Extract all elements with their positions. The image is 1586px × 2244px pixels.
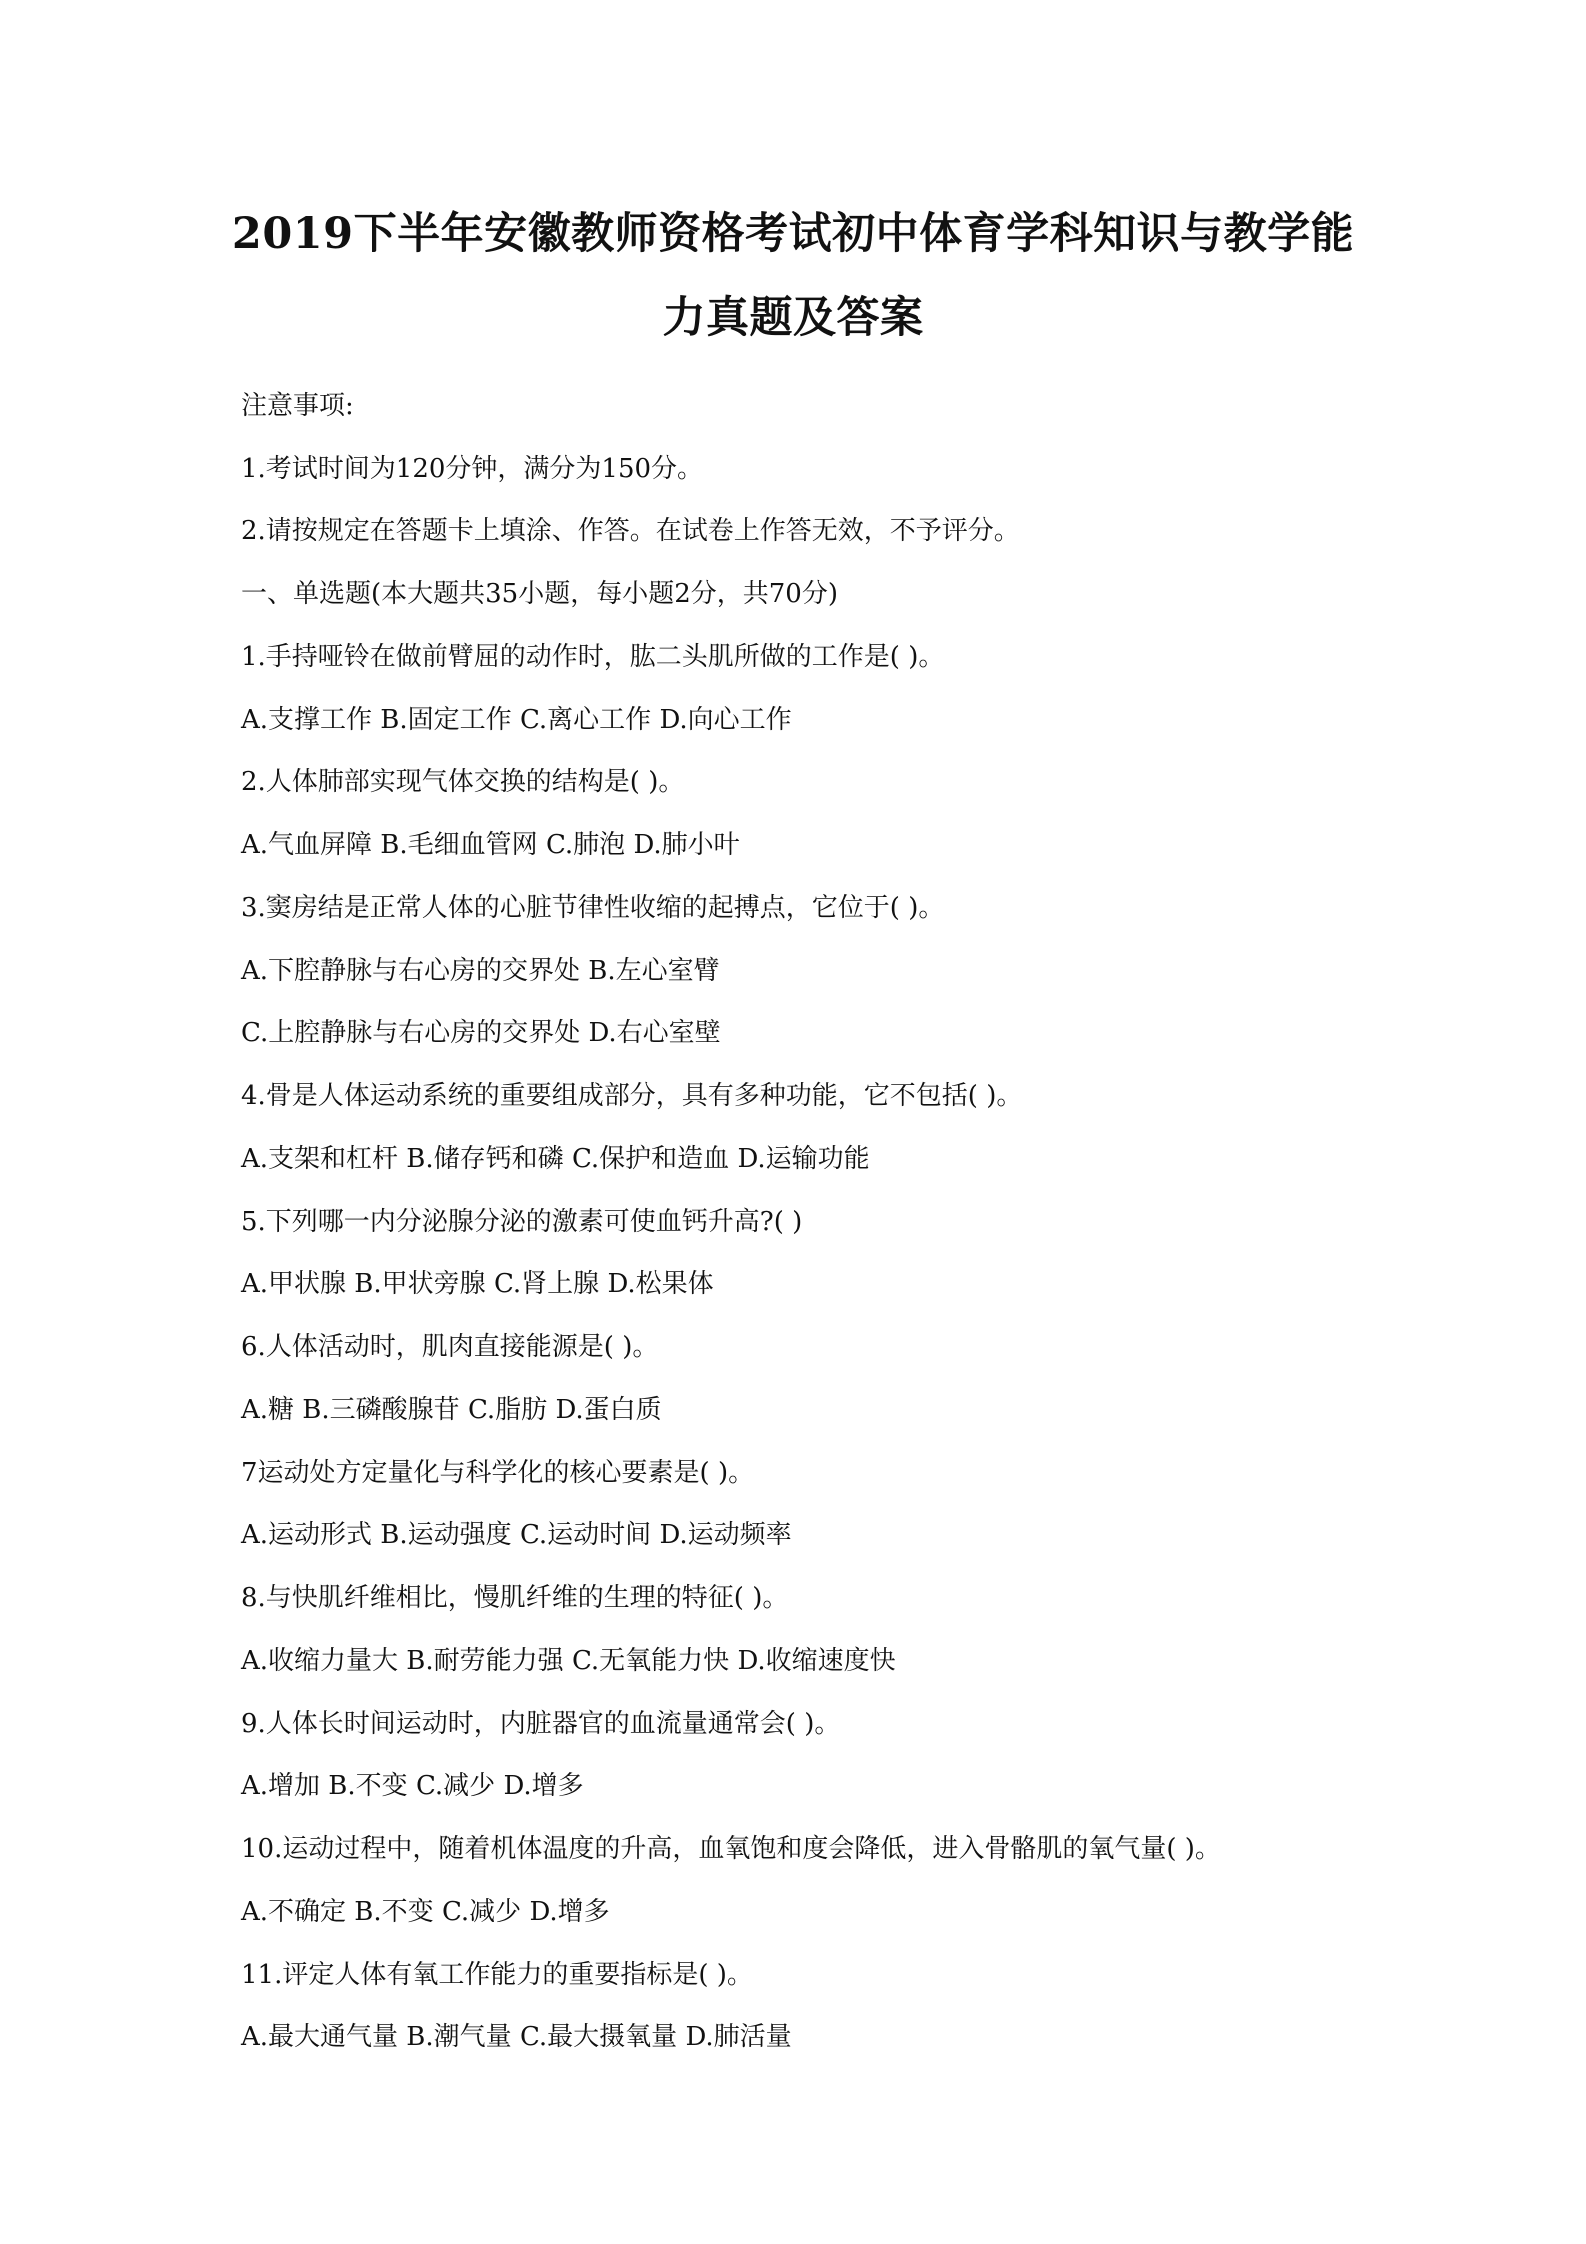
notice-item: 2.请按规定在答题卡上填涂、作答。在试卷上作答无效，不予评分。 — [241, 516, 1020, 547]
section-heading: 一、单选题(本大题共35小题，每小题2分，共70分) — [241, 579, 838, 610]
question: 6.人体活动时，肌肉直接能源是( )。 — [241, 1332, 659, 1363]
question: 1.手持哑铃在做前臂屈的动作时，肱二头肌所做的工作是( )。 — [241, 641, 945, 672]
answer-options: A.下腔静脉与右心房的交界处 B.左心室臂 — [241, 955, 720, 986]
question: 2.人体肺部实现气体交换的结构是( )。 — [241, 767, 685, 798]
answer-options: A.气血屏障 B.毛细血管网 C.肺泡 D.肺小叶 — [241, 830, 740, 861]
question: 5.下列哪一内分泌腺分泌的激素可使血钙升高?( ) — [241, 1206, 803, 1237]
answer-options: A.不确定 B.不变 C.减少 D.增多 — [241, 1896, 610, 1927]
answer-options: A.支架和杠杆 B.储存钙和磷 C.保护和造血 D.运输功能 — [241, 1143, 870, 1174]
answer-options: A.支撑工作 B.固定工作 C.离心工作 D.向心工作 — [241, 704, 792, 735]
question: 4.骨是人体运动系统的重要组成部分，具有多种功能，它不包括( )。 — [241, 1081, 1023, 1112]
document-body — [241, 372, 1441, 2066]
answer-options: A.运动形式 B.运动强度 C.运动时间 D.运动频率 — [241, 1520, 792, 1551]
question: 11.评定人体有氧工作能力的重要指标是( )。 — [241, 1959, 753, 1990]
document-title-line-1: 2019下半年安徽教师资格考试初中体育学科知识与教学能 — [231, 209, 1355, 259]
answer-options: A.甲状腺 B.甲状旁腺 C.肾上腺 D.松果体 — [241, 1269, 714, 1300]
question: 10.运动过程中，随着机体温度的升高，血氧饱和度会降低，进入骨骼肌的氧气量( )。 — [241, 1834, 1221, 1865]
question: 3.窦房结是正常人体的心脏节律性收缩的起搏点，它位于( )。 — [241, 892, 945, 923]
answer-options: A.收缩力量大 B.耐劳能力强 C.无氧能力快 D.收缩速度快 — [241, 1645, 896, 1676]
notice-item: 1.考试时间为120分钟，满分为150分。 — [241, 453, 704, 484]
notice-heading: 注意事项: — [241, 390, 354, 421]
answer-options: A.糖 B.三磷酸腺苷 C.脂肪 D.蛋白质 — [241, 1394, 662, 1425]
answer-options: C.上腔静脉与右心房的交界处 D.右心室壁 — [241, 1018, 721, 1049]
question: 7运动处方定量化与科学化的核心要素是( )。 — [241, 1457, 755, 1488]
document-title-line-2: 力真题及答案 — [662, 293, 924, 343]
question: 8.与快肌纤维相比，慢肌纤维的生理的特征( )。 — [241, 1583, 789, 1614]
question: 9.人体长时间运动时，内脏器官的血流量通常会( )。 — [241, 1708, 841, 1739]
answer-options: A.增加 B.不变 C.减少 D.增多 — [241, 1771, 584, 1802]
answer-options: A.最大通气量 B.潮气量 C.最大摄氧量 D.肺活量 — [241, 2022, 792, 2053]
